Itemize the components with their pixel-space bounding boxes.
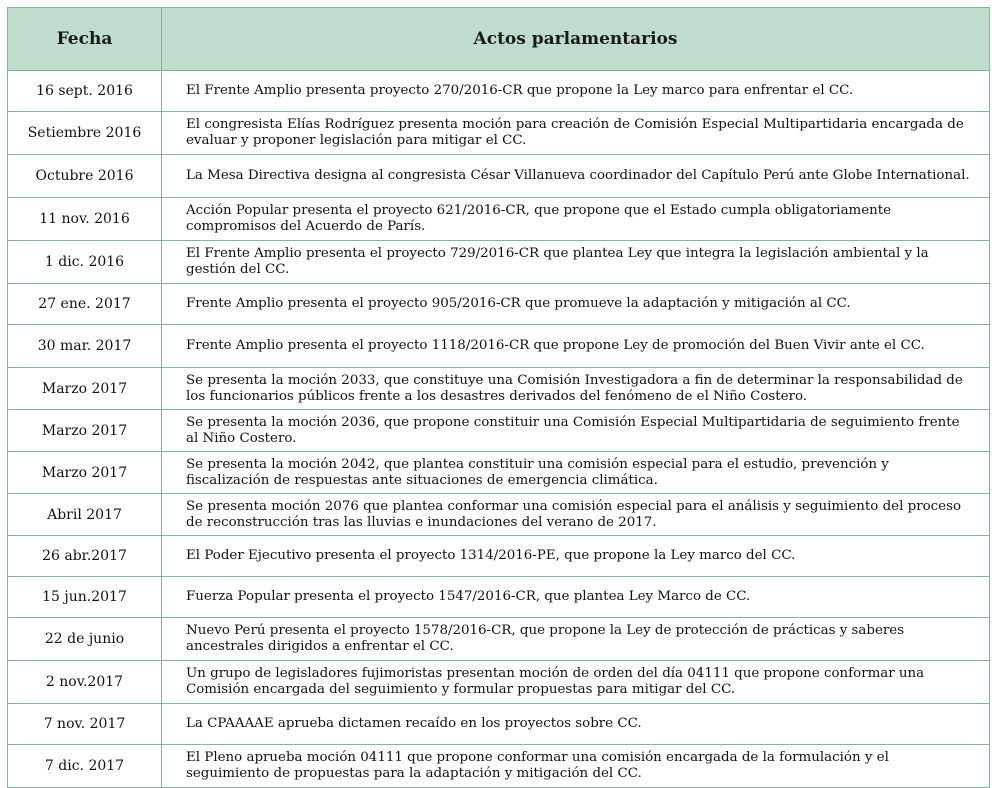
row-act: El Poder Ejecutivo presenta el proyecto 1314/2016-PE, que propone la Ley marco del CC.: [162, 536, 990, 577]
row-act: El Pleno aprueba moción 04111 que propone conformar una comisión encargada de la formulación y el seguimiento de propuestas para la adaptación y mitigación del CC.: [162, 745, 990, 788]
table-row: [8, 112, 990, 155]
table-row: [8, 494, 990, 536]
table-row: [8, 704, 990, 745]
row-date: 30 mar. 2017: [8, 325, 162, 368]
parliamentary-acts-table: [7, 7, 990, 788]
row-act: La Mesa Directiva designa al congresista César Villanueva coordinador del Capítulo Perú ante Globe International.: [162, 155, 990, 198]
table-row: [8, 71, 990, 112]
header-date: Fecha: [8, 8, 162, 71]
row-date: Marzo 2017: [8, 410, 162, 452]
row-act: Fuerza Popular presenta el proyecto 1547/2016-CR, que plantea Ley Marco de CC.: [162, 577, 990, 618]
row-date: 2 nov.2017: [8, 661, 162, 704]
row-date: 22 de junio: [8, 618, 162, 661]
row-act: Un grupo de legisladores fujimoristas presentan moción de orden del día 04111 que propone conformar una Comisión encargada del seguimiento y formular propuestas para mitigar del CC.: [162, 661, 990, 704]
table-row: [8, 661, 990, 704]
row-date: 11 nov. 2016: [8, 198, 162, 241]
row-date: 16 sept. 2016: [8, 71, 162, 112]
row-act: Frente Amplio presenta el proyecto 1118/2016-CR que propone Ley de promoción del Buen Vivir ante el CC.: [162, 325, 990, 368]
row-date: Marzo 2017: [8, 368, 162, 410]
row-date: Abril 2017: [8, 494, 162, 536]
row-date: Marzo 2017: [8, 452, 162, 494]
row-act: Nuevo Perú presenta el proyecto 1578/2016-CR, que propone la Ley de protección de prácticas y saberes ancestrales dirigidos a enfrentar el CC.: [162, 618, 990, 661]
row-act: Se presenta la moción 2042, que plantea constituir una comisión especial para el estudio, prevención y fiscalización de respuestas ante situaciones de emergencia climática.: [162, 452, 990, 494]
row-act: Frente Amplio presenta el proyecto 905/2016-CR que promueve la adaptación y mitigación al CC.: [162, 284, 990, 325]
row-act: El congresista Elías Rodríguez presenta moción para creación de Comisión Especial Multipartidaria encargada de evaluar y proponer legislación para mitigar el CC.: [162, 112, 990, 155]
row-act: El Frente Amplio presenta el proyecto 729/2016-CR que plantea Ley que integra la legislación ambiental y la gestión del CC.: [162, 241, 990, 284]
parliamentary-acts-table-container: [7, 7, 989, 788]
row-act: Se presenta la moción 2036, que propone constituir una Comisión Especial Multipartidaria de seguimiento frente al Niño Costero.: [162, 410, 990, 452]
table-row: [8, 618, 990, 661]
table-row: [8, 536, 990, 577]
row-date: 7 nov. 2017: [8, 704, 162, 745]
row-act: Acción Popular presenta el proyecto 621/2016-CR, que propone que el Estado cumpla obligatoriamente compromisos del Acuerdo de París.: [162, 198, 990, 241]
table-row: [8, 577, 990, 618]
table-row: [8, 368, 990, 410]
table-row: [8, 325, 990, 368]
table-header-row: [8, 8, 990, 71]
row-act: Se presenta moción 2076 que plantea conformar una comisión especial para el análisis y seguimiento del proceso de reconstrucción tras las lluvias e inundaciones del verano de 2017.: [162, 494, 990, 536]
header-acts: Actos parlamentarios: [162, 8, 990, 71]
table-row: [8, 410, 990, 452]
row-date: 27 ene. 2017: [8, 284, 162, 325]
row-date: Octubre 2016: [8, 155, 162, 198]
table-row: [8, 452, 990, 494]
row-date: Setiembre 2016: [8, 112, 162, 155]
table-row: [8, 241, 990, 284]
table-row: [8, 745, 990, 788]
row-date: 1 dic. 2016: [8, 241, 162, 284]
row-date: 7 dic. 2017: [8, 745, 162, 788]
table-row: [8, 198, 990, 241]
row-act: Se presenta la moción 2033, que constituye una Comisión Investigadora a fin de determinar la responsabilidad de los funcionarios públicos frente a los desastres derivados del fenómeno de el Niño Costero.: [162, 368, 990, 410]
table-row: [8, 284, 990, 325]
table-row: [8, 155, 990, 198]
row-date: 26 abr.2017: [8, 536, 162, 577]
row-act: El Frente Amplio presenta proyecto 270/2016-CR que propone la Ley marco para enfrentar el CC.: [162, 71, 990, 112]
row-date: 15 jun.2017: [8, 577, 162, 618]
row-act: La CPAAAAE aprueba dictamen recaído en los proyectos sobre CC.: [162, 704, 990, 745]
